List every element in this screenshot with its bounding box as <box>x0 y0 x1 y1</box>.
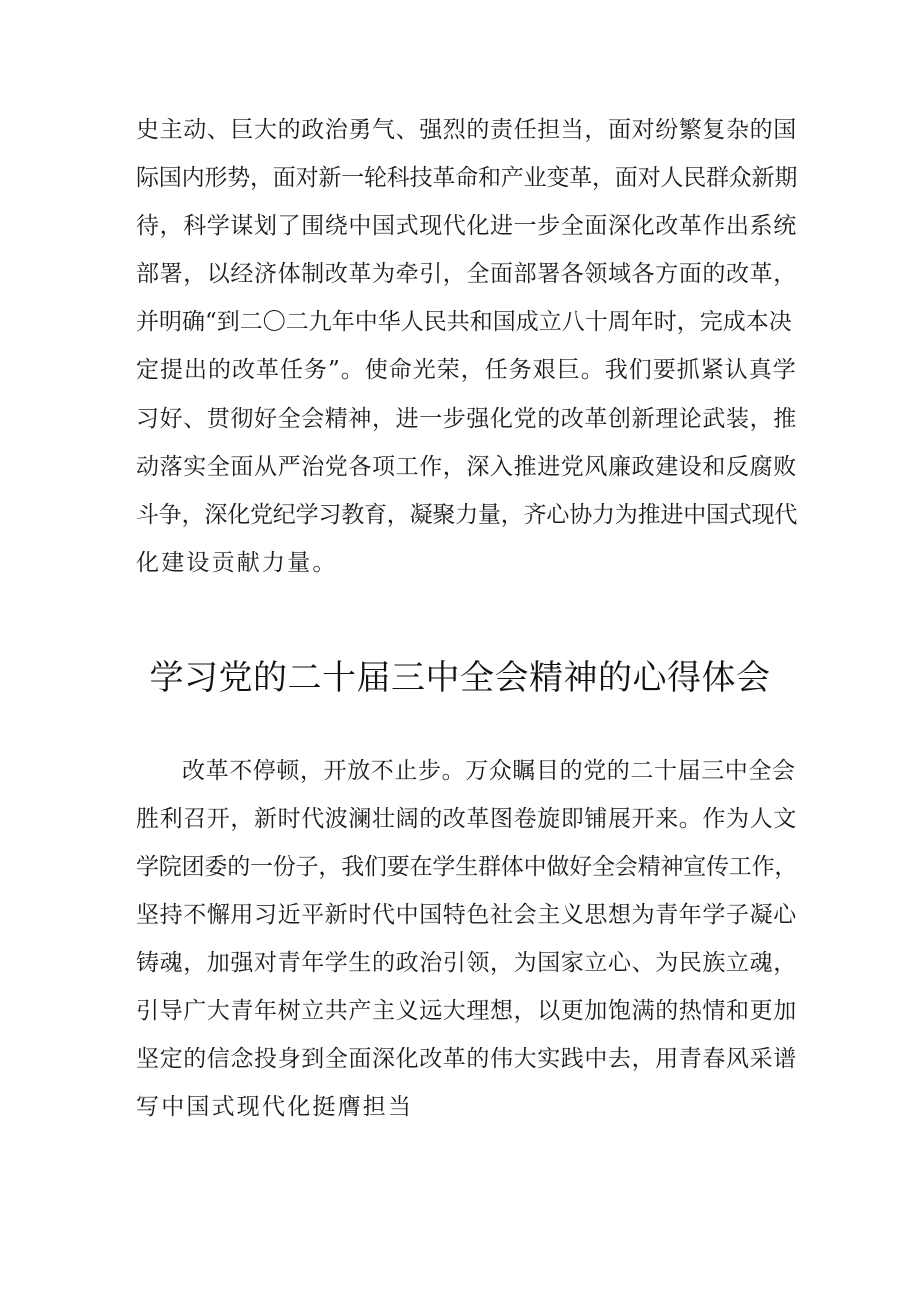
paragraph-line: 写中国式现代化挺膺担当 <box>136 1094 414 1120</box>
paragraph-line: 并明确“到二〇二九年中华人民共和国成立八十周年时，完成本决 <box>136 309 792 335</box>
paragraph-line: 坚定的信念投身到全面深化改革的伟大实践中去，用青春风采谱 <box>136 1046 797 1072</box>
paragraph-line: 改革不停顿，开放不止步。万众瞩目的党的二十届三中全会 <box>182 758 796 784</box>
paragraph-line: 引导广大青年树立共产主义远大理想，以更加饱满的热情和更加 <box>136 998 797 1024</box>
paragraph-line: 动落实全面从严治党各项工作，深入推进党风廉政建设和反腐败 <box>136 454 797 480</box>
paragraph-line: 铸魂，加强对青年学生的政治引领，为国家立心、为民族立魂， <box>136 950 797 976</box>
paragraph-line: 化建设贡献力量。 <box>136 550 338 576</box>
paragraph-line: 待，科学谋划了围绕中国式现代化进一步全面深化改革作出系统 <box>136 213 797 239</box>
paragraph-line: 际国内形势，面对新一轮科技革命和产业变革，面对人民群众新期 <box>136 165 798 191</box>
paragraph-line: 学院团委的一份子，我们要在学生群体中做好全会精神宣传工作， <box>136 854 798 880</box>
paragraph-line: 习好、贯彻好全会精神，进一步强化党的改革创新理论武装，推 <box>136 406 797 432</box>
section-title: 学习党的二十届三中全会精神的心得体会 <box>149 658 771 698</box>
paragraph-line: 定提出的改革任务”。使命光荣，任务艰巨。我们要抓紧认真学 <box>136 357 797 383</box>
paragraph-line: 坚持不懈用习近平新时代中国特色社会主义思想为青年学子凝心 <box>136 902 797 928</box>
paragraph-line: 部署，以经济体制改革为牵引，全面部署各领域各方面的改革， <box>136 261 797 287</box>
paragraph-line: 斗争，深化党纪学习教育，凝聚力量，齐心协力为推进中国式现代 <box>136 502 798 528</box>
paragraph-line: 史主动、巨大的政治勇气、强烈的责任担当，面对纷繁复杂的国 <box>136 117 797 143</box>
paragraph-line: 胜利召开，新时代波澜壮阔的改革图卷旋即铺展开来。作为人文 <box>136 806 797 832</box>
